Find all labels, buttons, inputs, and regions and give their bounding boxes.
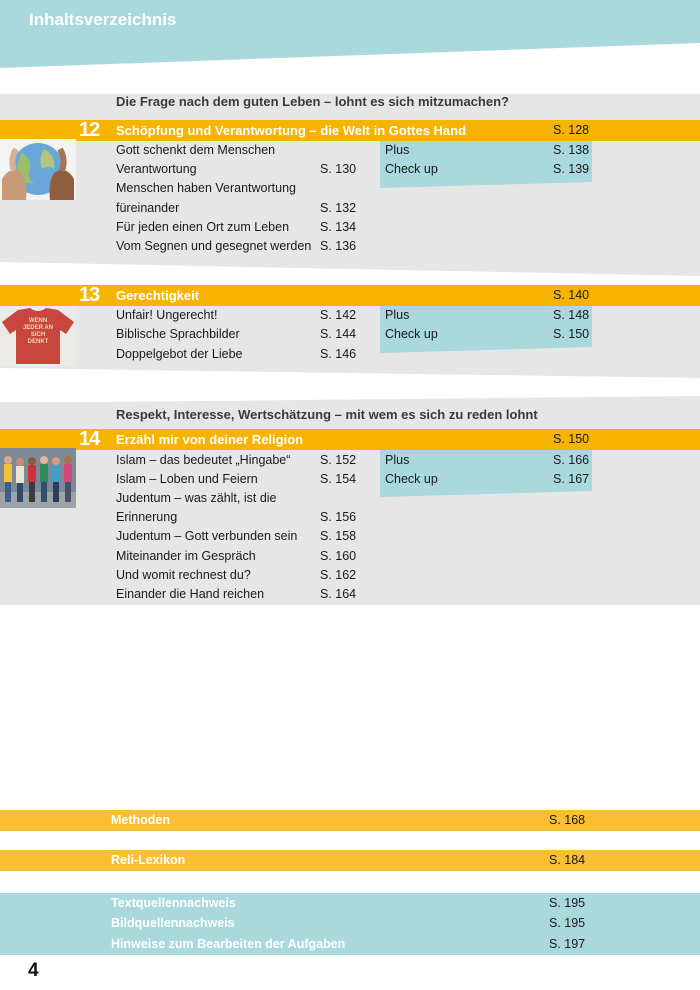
extras-box-edge (380, 345, 592, 353)
appendix-page: S. 168 (549, 813, 586, 827)
extra-item-plus[interactable]: Plus (385, 308, 410, 322)
appendix-band (0, 913, 700, 934)
chapter-bar (0, 285, 700, 306)
section-title: Die Frage nach dem guten Leben – lohnt es sich mitzumachen? (116, 94, 509, 109)
appendix-item-methoden[interactable]: Methoden (111, 813, 171, 827)
toc-page: S. 158 (320, 529, 357, 543)
appendix-item-bildquellen[interactable]: Bildquellennachweis (111, 916, 235, 930)
extra-item-checkup[interactable]: Check up (385, 472, 438, 486)
chapter-page: S. 128 (553, 123, 590, 137)
toc-page: S. 156 (320, 510, 357, 524)
chapter-page: S. 150 (553, 432, 590, 446)
appendix-page: S. 197 (549, 937, 586, 951)
toc-item[interactable]: Und womit rechnest du? (116, 568, 251, 582)
chapter-number: 12 (79, 119, 100, 141)
tshirt-photo (0, 306, 76, 366)
toc-item[interactable]: Menschen haben Verantwortung (116, 181, 296, 195)
toc-page: S. 146 (320, 347, 357, 361)
appendix-band (0, 810, 700, 831)
toc-page: S. 136 (320, 239, 357, 253)
extra-item-plus[interactable]: Plus (385, 143, 410, 157)
toc-page: S. 164 (320, 587, 357, 601)
toc-item[interactable]: Miteinander im Gespräch (116, 549, 256, 563)
extra-item-plus[interactable]: Plus (385, 453, 410, 467)
appendix-item-textquellen[interactable]: Textquellennachweis (111, 896, 236, 910)
toc-item[interactable]: Judentum – was zählt, ist die (116, 491, 277, 505)
toc-item[interactable]: Islam – das bedeutet „Hingabe“ (116, 453, 291, 467)
extra-page: S. 148 (553, 308, 590, 322)
band-edge (0, 258, 700, 278)
chapter-title[interactable]: Gerechtigkeit (116, 288, 200, 303)
toc-item[interactable]: Erinnerung (116, 510, 178, 524)
band-edge (0, 396, 700, 404)
toc-item[interactable]: Biblische Sprachbilder (116, 327, 240, 341)
toc-page: S. 162 (320, 568, 357, 582)
globe-hands-photo (0, 139, 76, 200)
teenagers-photo (0, 448, 76, 508)
extra-item-checkup[interactable]: Check up (385, 327, 438, 341)
toc-page: S. 130 (320, 162, 357, 176)
appendix-item-hinweise[interactable]: Hinweise zum Bearbeiten der Aufgaben (111, 937, 346, 951)
appendix-band (0, 934, 700, 955)
chapter-number: 14 (79, 428, 100, 450)
tshirt-text: WENN JEDER AN SICH DENKT (22, 318, 54, 345)
toc-item[interactable]: Judentum – Gott verbunden sein (116, 529, 298, 543)
toc-page: S. 152 (320, 453, 357, 467)
toc-page: S. 160 (320, 549, 357, 563)
chapter-number: 13 (79, 284, 100, 306)
extra-item-checkup[interactable]: Check up (385, 162, 438, 176)
toc-item[interactable]: Doppelgebot der Liebe (116, 347, 243, 361)
toc-page: S. 142 (320, 308, 357, 322)
extra-page: S. 138 (553, 143, 590, 157)
extras-box-edge (380, 180, 592, 188)
extras-box-edge (380, 489, 592, 497)
toc-item[interactable]: füreinander (116, 201, 180, 215)
appendix-band (0, 850, 700, 871)
extra-page: S. 167 (553, 472, 590, 486)
toc-item[interactable]: Für jeden einen Ort zum Leben (116, 220, 290, 234)
appendix-item-reli-lexikon[interactable]: Reli-Lexikon (111, 853, 186, 867)
page-number: 4 (28, 960, 39, 981)
toc-item[interactable]: Einander die Hand reichen (116, 587, 265, 601)
chapter-title[interactable]: Erzähl mir von deiner Religion (116, 432, 304, 447)
toc-page: S. 144 (320, 327, 357, 341)
toc-page: S. 132 (320, 201, 357, 215)
toc-item[interactable]: Vom Segnen und gesegnet werden (116, 239, 312, 253)
extra-page: S. 166 (553, 453, 590, 467)
appendix-page: S. 195 (549, 896, 586, 910)
chapter-page: S. 140 (553, 288, 590, 302)
extra-page: S. 150 (553, 327, 590, 341)
toc-page: S. 134 (320, 220, 357, 234)
chapter-title[interactable]: Schöpfung und Verantwortung – die Welt in Gottes Hand (116, 123, 467, 138)
toc-item[interactable]: Gott schenkt dem Menschen (116, 143, 276, 157)
extra-page: S. 139 (553, 162, 590, 176)
band-edge (0, 366, 700, 380)
appendix-page: S. 195 (549, 916, 586, 930)
toc-item[interactable]: Islam – Loben und Feiern (116, 472, 258, 486)
toc-item[interactable]: Unfair! Ungerecht! (116, 308, 218, 322)
toc-page: S. 154 (320, 472, 357, 486)
appendix-page: S. 184 (549, 853, 586, 867)
chapter-bar (0, 429, 700, 450)
page-title: Inhaltsverzeichnis (29, 10, 177, 29)
appendix-band (0, 893, 700, 914)
section-title: Respekt, Interesse, Wertschätzung – mit wem es sich zu reden lohnt (116, 407, 538, 422)
toc-item[interactable]: Verantwortung (116, 162, 197, 176)
